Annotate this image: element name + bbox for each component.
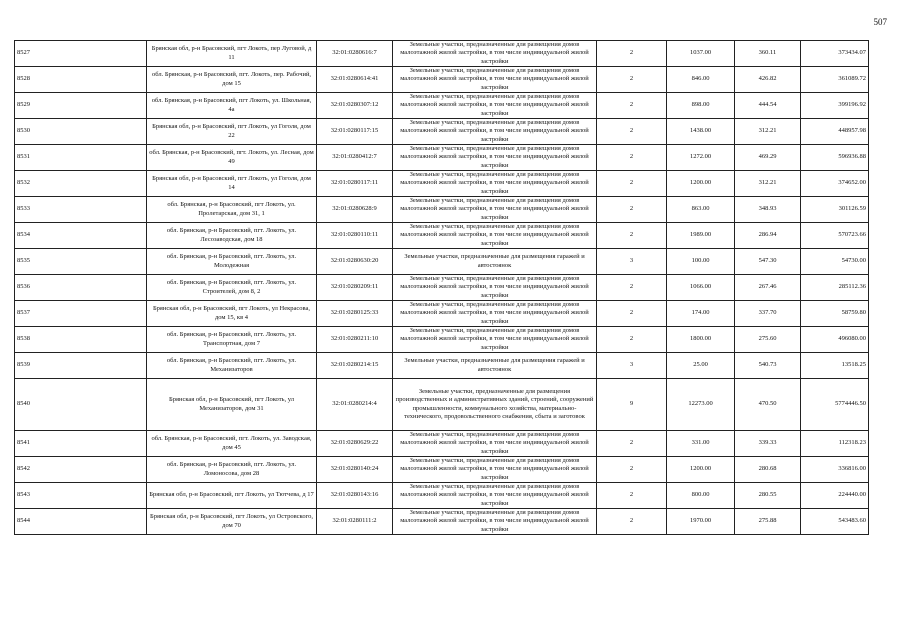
category-cell: 2 [597,301,667,327]
row-number: 8539 [15,353,147,379]
price-per-unit-cell: 348.93 [735,197,801,223]
address-cell: обл. Брянская, р-н Брасовский, пгт. Локоть, ул. Лесозаводская, дом 18 [147,223,317,249]
land-use-cell: Земельные участки, предназначенные для размещения домов малоэтажной жилой застройки, в том числе индивидуальной жилой застройки [393,327,597,353]
row-number: 8531 [15,145,147,171]
land-use-cell: Земельные участки, предназначенные для размещения домов малоэтажной жилой застройки, в том числе индивидуальной жилой застройки [393,275,597,301]
cadastral-value-cell: 58759.80 [801,301,869,327]
table-row [15,275,869,301]
price-per-unit-cell: 469.29 [735,145,801,171]
table-row [15,327,869,353]
row-number: 8540 [15,379,147,431]
cadastral-number-cell: 32:01:0280111:2 [317,509,393,535]
table-row [15,483,869,509]
area-cell: 1066.00 [667,275,735,301]
row-number: 8530 [15,119,147,145]
land-use-cell: Земельные участки, предназначенные для размещения домов малоэтажной жилой застройки, в том числе индивидуальной жилой застройки [393,145,597,171]
address-cell: обл. Брянская, р-н Брасовский, пгт. Локоть, ул. Заводская, дом 45 [147,431,317,457]
land-use-cell: Земельные участки, предназначенные для размещения гаражей и автостоянок [393,249,597,275]
category-cell: 2 [597,431,667,457]
cadastral-value-cell: 496080.00 [801,327,869,353]
cadastral-number-cell: 32:01:0280214:4 [317,379,393,431]
table-row [15,67,869,93]
price-per-unit-cell: 540.73 [735,353,801,379]
address-cell: Брянская обл, р-н Брасовский, пгт Локоть, ул Некрасова, дом 15, кв 4 [147,301,317,327]
cadastral-number-cell: 32:01:0280412:7 [317,145,393,171]
row-number: 8543 [15,483,147,509]
page-number: 507 [873,17,887,27]
category-cell: 9 [597,379,667,431]
category-cell: 2 [597,67,667,93]
cadastral-value-cell: 448957.98 [801,119,869,145]
price-per-unit-cell: 360.11 [735,41,801,67]
area-cell: 1438.00 [667,119,735,145]
price-per-unit-cell: 470.50 [735,379,801,431]
cadastral-number-cell: 32:01:0280143:16 [317,483,393,509]
category-cell: 2 [597,223,667,249]
land-use-cell: Земельные участки, предназначенные для размещения домов малоэтажной жилой застройки, в том числе индивидуальной жилой застройки [393,67,597,93]
address-cell: обл. Брянская, р-н Брасовский, пгт. Локоть, ул. Транспортная, дом 7 [147,327,317,353]
price-per-unit-cell: 280.55 [735,483,801,509]
address-cell: обл. Брянская, р-н Брасовский, пгт Локоть, ул. Пролетарская, дом 31, 1 [147,197,317,223]
cadastral-number-cell: 32:01:0280117:11 [317,171,393,197]
cadastral-number-cell: 32:01:0280628:9 [317,197,393,223]
cadastral-value-cell: 224440.00 [801,483,869,509]
row-number: 8541 [15,431,147,457]
cadastral-value-cell: 301126.59 [801,197,869,223]
cadastral-value-cell: 285112.36 [801,275,869,301]
row-number: 8533 [15,197,147,223]
row-number: 8536 [15,275,147,301]
cadastral-number-cell: 32:01:0280110:11 [317,223,393,249]
cadastral-value-cell: 5774446.50 [801,379,869,431]
area-cell: 1200.00 [667,171,735,197]
price-per-unit-cell: 337.70 [735,301,801,327]
land-use-cell: Земельные участки, предназначенные для размещения домов малоэтажной жилой застройки, в том числе индивидуальной жилой застройки [393,197,597,223]
cadastral-number-cell: 32:01:0280614:41 [317,67,393,93]
address-cell: Брянская обл, р-н Брасовский, пгт Локоть, ул Островского, дом 70 [147,509,317,535]
land-use-cell: Земельные участки, предназначенные для размещения гаражей и автостоянок [393,353,597,379]
land-use-cell: Земельные участки, предназначенные для размещения домов малоэтажной жилой застройки, в том числе индивидуальной жилой застройки [393,223,597,249]
table-row [15,301,869,327]
table-row [15,509,869,535]
land-use-cell: Земельные участки, предназначенные для размещения домов малоэтажной жилой застройки, в том числе индивидуальной жилой застройки [393,93,597,119]
table-body [15,41,869,535]
price-per-unit-cell: 286.94 [735,223,801,249]
row-number: 8542 [15,457,147,483]
address-cell: обл. Брянская, р-н Брасовский, пгт. Локоть, пер. Рабочий, дом 15 [147,67,317,93]
land-use-cell: Земельные участки, предназначенные для размещения домов малоэтажной жилой застройки, в том числе индивидуальной жилой застройки [393,41,597,67]
address-cell: обл. Брянская, р-н Брасовский, пгт. Локоть, ул. Молодежная [147,249,317,275]
address-cell: обл. Брянская, р-н Брасовский, пгт Локоть, ул. Школьная, 4а [147,93,317,119]
cadastral-value-cell: 374652.00 [801,171,869,197]
category-cell: 3 [597,249,667,275]
area-cell: 12273.00 [667,379,735,431]
category-cell: 2 [597,327,667,353]
table-row [15,223,869,249]
category-cell: 2 [597,457,667,483]
price-per-unit-cell: 312.21 [735,171,801,197]
table-row [15,457,869,483]
area-cell: 1800.00 [667,327,735,353]
address-cell: Брянская обл, р-н Брасовский, пгт Локоть, ул Гоголя, дом 22 [147,119,317,145]
cadastral-value-cell: 361089.72 [801,67,869,93]
table-row [15,145,869,171]
table-row [15,379,869,431]
cadastral-value-cell: 54730.00 [801,249,869,275]
address-cell: Брянская обл, р-н Брасовский, пгт Локоть, ул Тютчева, д 17 [147,483,317,509]
cadastral-value-cell: 13518.25 [801,353,869,379]
cadastral-number-cell: 32:01:0280125:33 [317,301,393,327]
category-cell: 2 [597,41,667,67]
cadastral-value-cell: 373434.07 [801,41,869,67]
area-cell: 1200.00 [667,457,735,483]
cadastral-value-cell: 596936.88 [801,145,869,171]
address-cell: обл. Брянская, р-н Брасовский, пгт. Локоть, ул. Строителей, дом 8, 2 [147,275,317,301]
area-cell: 1970.00 [667,509,735,535]
price-per-unit-cell: 312.21 [735,119,801,145]
area-cell: 846.00 [667,67,735,93]
land-use-cell: Земельные участки, предназначенные для размещения домов малоэтажной жилой застройки, в том числе индивидуальной жилой застройки [393,171,597,197]
cadastral-value-cell: 336816.00 [801,457,869,483]
address-cell: обл. Брянская, р-н Брасовский, пгт. Локоть, ул. Механизаторов [147,353,317,379]
area-cell: 800.00 [667,483,735,509]
row-number: 8537 [15,301,147,327]
land-use-cell: Земельные участки, предназначенные для размещения домов малоэтажной жилой застройки, в том числе индивидуальной жилой застройки [393,509,597,535]
price-per-unit-cell: 280.68 [735,457,801,483]
category-cell: 2 [597,483,667,509]
area-cell: 331.00 [667,431,735,457]
area-cell: 1037.00 [667,41,735,67]
cadastral-number-cell: 32:01:0280209:11 [317,275,393,301]
table-row [15,93,869,119]
category-cell: 2 [597,171,667,197]
table-row [15,197,869,223]
category-cell: 2 [597,145,667,171]
table-row [15,41,869,67]
price-per-unit-cell: 426.82 [735,67,801,93]
price-per-unit-cell: 339.33 [735,431,801,457]
cadastral-number-cell: 32:01:0280629:22 [317,431,393,457]
category-cell: 2 [597,275,667,301]
table-row [15,119,869,145]
table-row [15,171,869,197]
address-cell: Брянская обл, р-н Брасовский, пгт Локоть, пер Луговой, д 11 [147,41,317,67]
row-number: 8535 [15,249,147,275]
price-per-unit-cell: 267.46 [735,275,801,301]
area-cell: 1272.00 [667,145,735,171]
cadastral-value-cell: 112318.23 [801,431,869,457]
land-registry-table [14,40,869,535]
area-cell: 100.00 [667,249,735,275]
row-number: 8527 [15,41,147,67]
cadastral-value-cell: 543483.60 [801,509,869,535]
row-number: 8528 [15,67,147,93]
category-cell: 2 [597,509,667,535]
cadastral-number-cell: 32:01:0280140:24 [317,457,393,483]
table-row [15,353,869,379]
row-number: 8534 [15,223,147,249]
price-per-unit-cell: 275.88 [735,509,801,535]
cadastral-number-cell: 32:01:0280214:15 [317,353,393,379]
area-cell: 1989.00 [667,223,735,249]
cadastral-number-cell: 32:01:0280616:7 [317,41,393,67]
cadastral-number-cell: 32:01:0280117:15 [317,119,393,145]
cadastral-value-cell: 570723.66 [801,223,869,249]
table-row [15,249,869,275]
category-cell: 2 [597,119,667,145]
row-number: 8529 [15,93,147,119]
cadastral-number-cell: 32:01:0280307:12 [317,93,393,119]
cadastral-number-cell: 32:01:0280630:20 [317,249,393,275]
cadastral-number-cell: 32:01:0280211:10 [317,327,393,353]
land-use-cell: Земельные участки, предназначенные для размещения производственных и административных зданий, строений, сооружений промышленности, коммунального хозяйства, материально-технического, продовольственного снабжения, сбыта и заготовок [393,379,597,431]
area-cell: 174.00 [667,301,735,327]
cadastral-value-cell: 399196.92 [801,93,869,119]
price-per-unit-cell: 444.54 [735,93,801,119]
category-cell: 3 [597,353,667,379]
row-number: 8532 [15,171,147,197]
price-per-unit-cell: 547.30 [735,249,801,275]
address-cell: Брянская обл, р-н Брасовский, пгт Локоть, ул Гоголя, дом 14 [147,171,317,197]
category-cell: 2 [597,197,667,223]
land-use-cell: Земельные участки, предназначенные для размещения домов малоэтажной жилой застройки, в том числе индивидуальной жилой застройки [393,431,597,457]
address-cell: Брянская обл, р-н Брасовский, пгт Локоть, ул Механизаторов, дом 31 [147,379,317,431]
land-use-cell: Земельные участки, предназначенные для размещения домов малоэтажной жилой застройки, в том числе индивидуальной жилой застройки [393,457,597,483]
land-use-cell: Земельные участки, предназначенные для размещения домов малоэтажной жилой застройки, в том числе индивидуальной жилой застройки [393,301,597,327]
area-cell: 863.00 [667,197,735,223]
address-cell: обл. Брянская, р-н Брасовский, пгт. Локоть, ул. Лесная, дом 49 [147,145,317,171]
land-use-cell: Земельные участки, предназначенные для размещения домов малоэтажной жилой застройки, в том числе индивидуальной жилой застройки [393,119,597,145]
price-per-unit-cell: 275.60 [735,327,801,353]
table-row [15,431,869,457]
row-number: 8544 [15,509,147,535]
row-number: 8538 [15,327,147,353]
area-cell: 25.00 [667,353,735,379]
area-cell: 898.00 [667,93,735,119]
land-use-cell: Земельные участки, предназначенные для размещения домов малоэтажной жилой застройки, в том числе индивидуальной жилой застройки [393,483,597,509]
category-cell: 2 [597,93,667,119]
address-cell: обл. Брянская, р-н Брасовский, пгт. Локоть, ул. Ломоносова, дом 28 [147,457,317,483]
